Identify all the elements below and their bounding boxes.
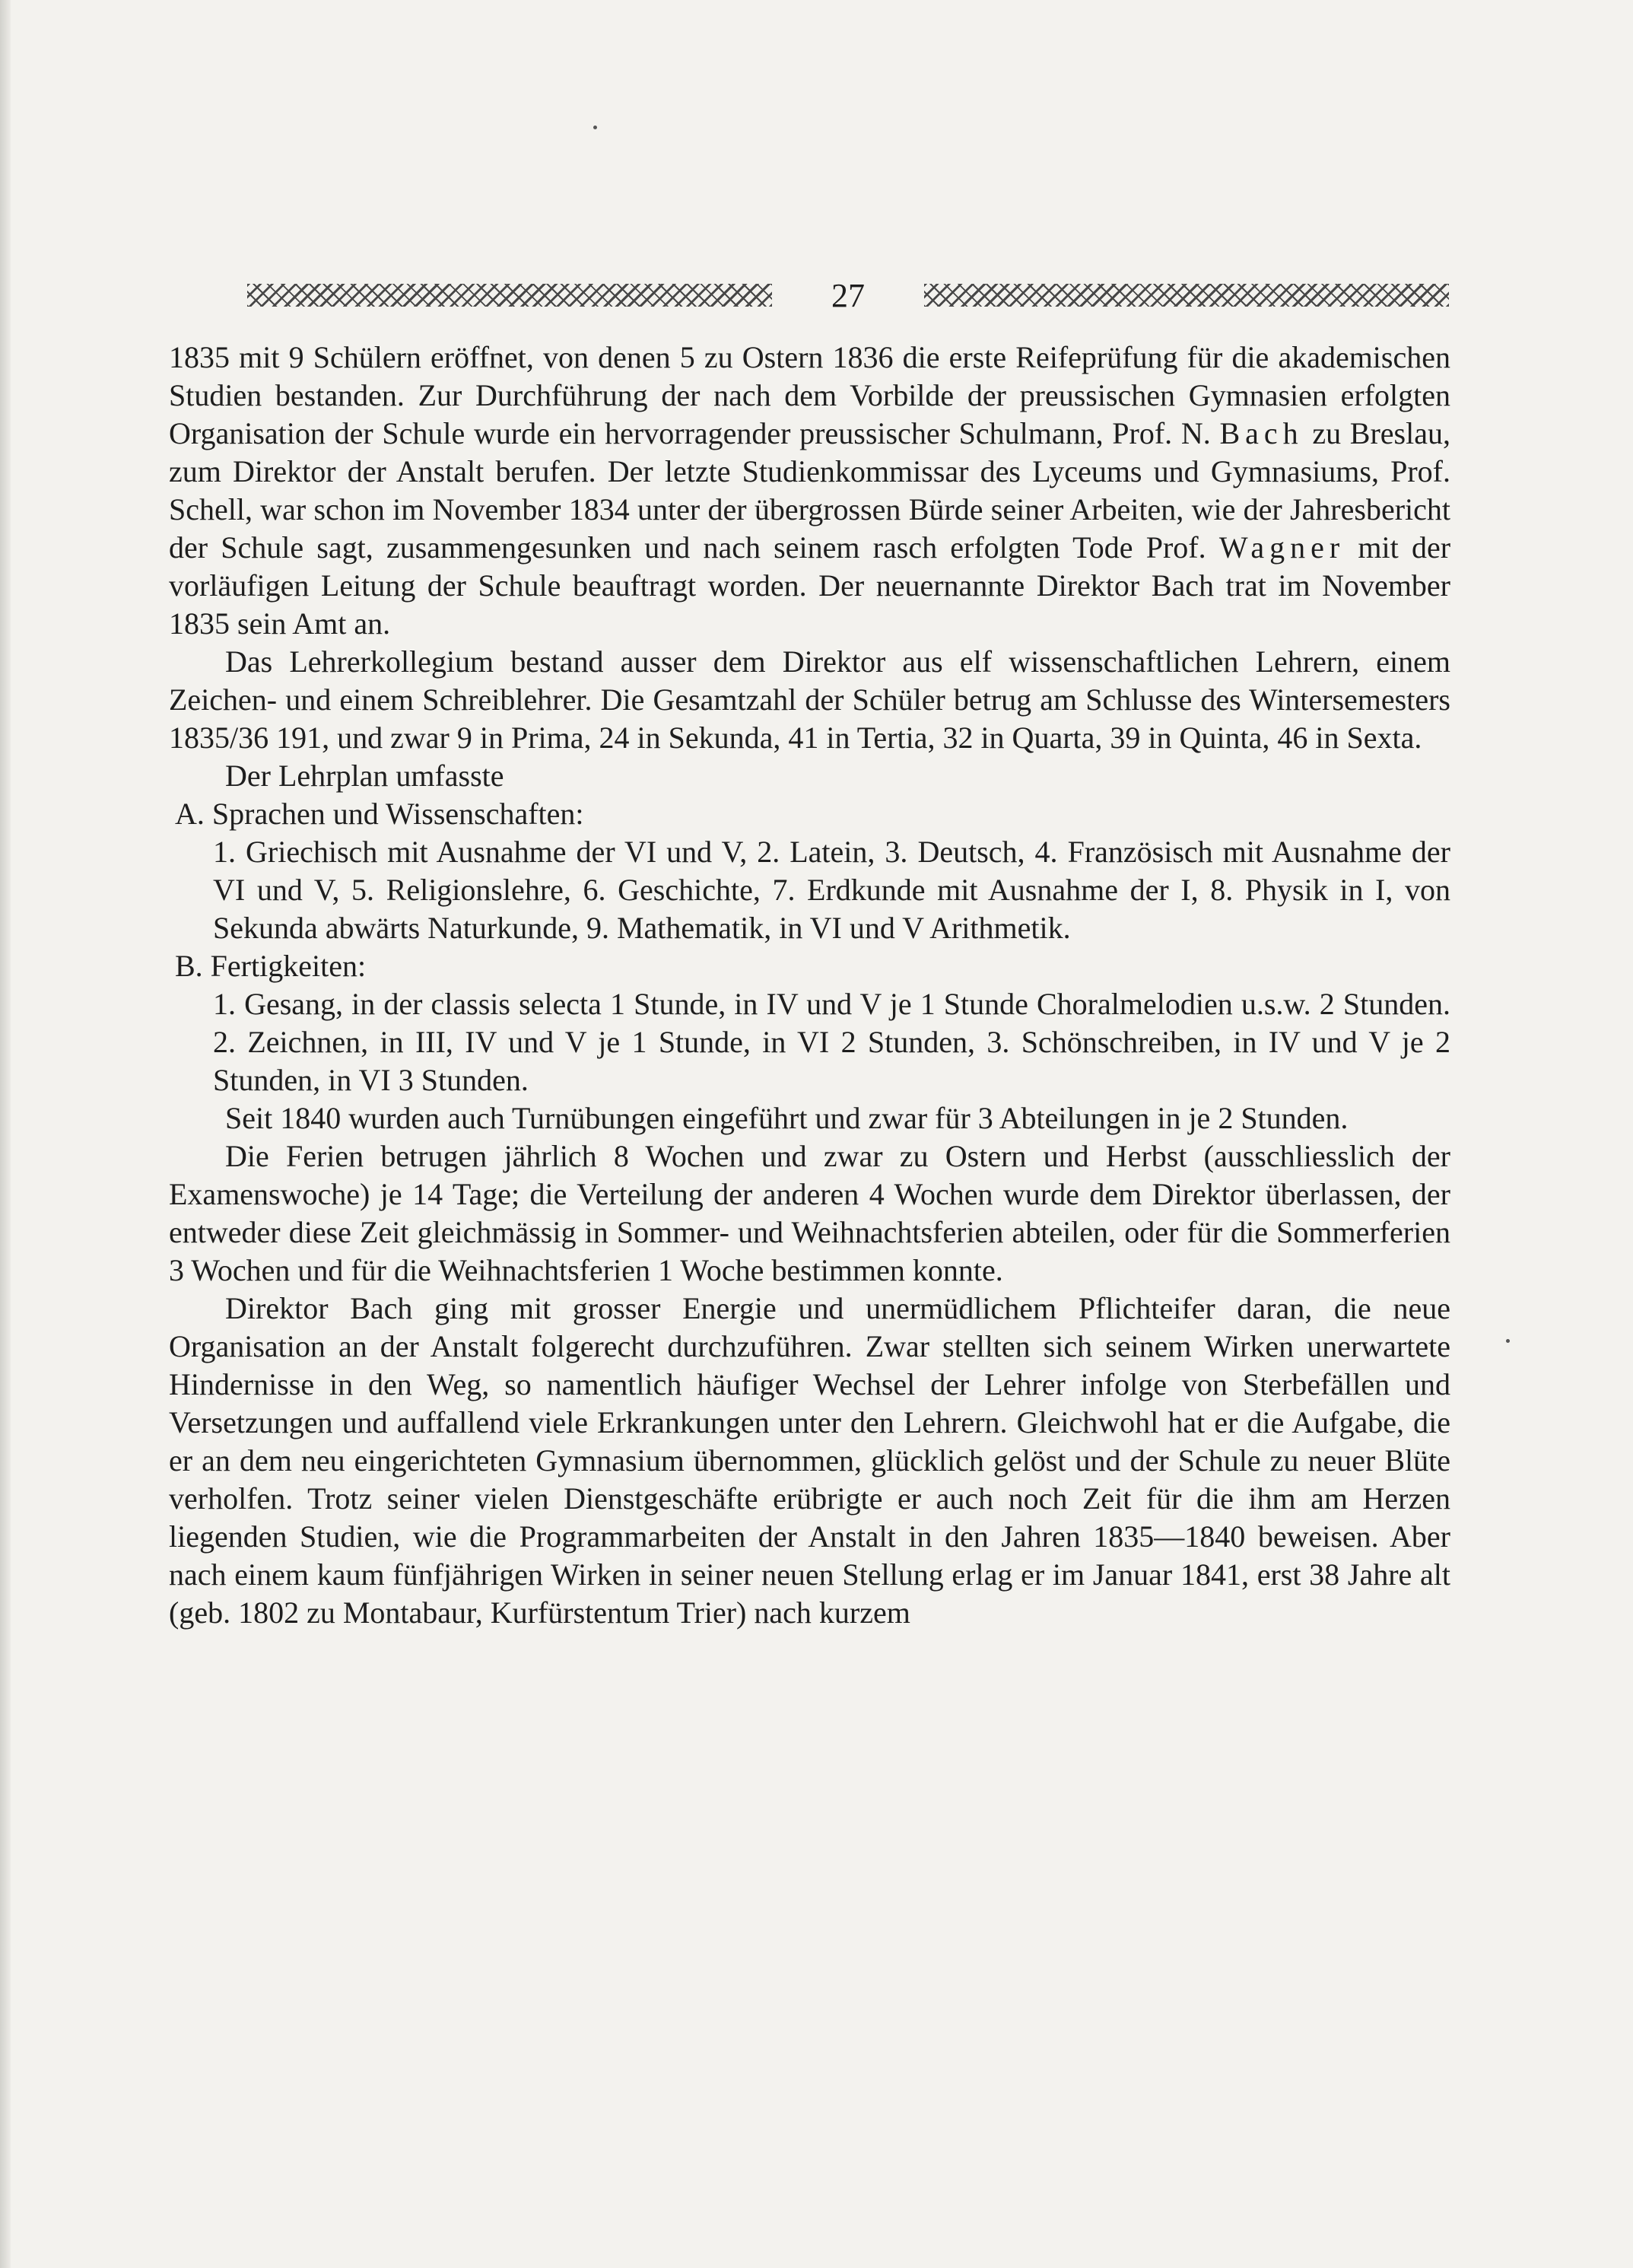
paragraph-1	[169, 339, 1450, 643]
page-header	[247, 274, 1449, 317]
paragraph-6: Direktor Bach ging mit grosser Energie und unermüdlichem Pflichteifer daran, die neue Organisation an der Anstalt folgerecht durchzuführen. Zwar stellten sich seinem Wirken unerwartete Hindernisse in den Weg, so namentlich häufiger Wechsel der Lehrer infolge von Sterbefällen und Versetzungen und auffallend viele Erkrankungen unter den Lehrern. Gleichwohl hat er die Aufgabe, die er an dem neu eingerichteten Gymnasium übernommen, glücklich gelöst und der Schule zu neuer Blüte verholfen. Trotz seiner vielen Dienstgeschäfte erübrigte er auch noch Zeit für die ihm am Herzen liegenden Studien, wie die Programmarbeiten der Anstalt in den Jahren 1835—1840 beweisen. Aber nach einem kaum fünfjährigen Wirken in seiner neuen Stellung erlag er im Januar 1841, erst 38 Jahre alt (geb. 1802 zu Montabaur, Kurfürstentum Trier) nach kurzem	[169, 1291, 1450, 1630]
paragraph-1-part-a: 1835 mit 9 Schülern eröffnet, von denen 5 zu Ostern 1836 die erste Reifeprüfung für die akademischen Studien bestanden. Zur Durchführung der nach dem Vorbilde der preussischen Gymnasien erfolgten Organisation der Schule wurde ein hervorragender preussischer Schulmann, Prof. N.	[169, 340, 1450, 450]
section-a-label: A. Sprachen und Wissenschaften:	[175, 797, 584, 831]
ink-speck	[1506, 1339, 1510, 1343]
section-b-label: B. Fertigkeiten:	[175, 949, 367, 983]
paragraph-1-part-b: zu Breslau, zum Direktor der Anstalt berufen. Der letzte Studienkommissar des Lyceums und Gymnasiums, Prof. Schell, war schon im November 1834 unter der übergrossen Bürde seiner Arbeiten, wie der Jahresbericht der Schule sagt, zusammengesunken und nach seinem rasch erfolgten Tode Prof.	[169, 416, 1450, 565]
ink-speck	[593, 126, 597, 129]
page-edge	[0, 0, 11, 2268]
paragraph-5: Die Ferien betrugen jährlich 8 Wochen und zwar zu Ostern und Herbst (ausschliesslich der Examenswoche) je 14 Tage; die Verteilung der anderen 4 Wochen wurde dem Direktor überlassen, der entweder diese Zeit gleichmässig in Sommer- und Weihnachtsferien abteilen, oder für die Sommerferien 3 Wochen und für die Weihnachtsferien 1 Woche bestimmen konnte.	[169, 1139, 1450, 1287]
paragraph-4: Seit 1840 wurden auch Turnübungen eingeführt und zwar für 3 Abteilungen in je 2 Stunden.	[225, 1101, 1349, 1135]
paragraph-2: Das Lehrerkollegium bestand ausser dem Direktor aus elf wissenschaftlichen Lehrern, einem Zeichen- und einem Schreiblehrer. Die Gesamtzahl der Schüler betrug am Schlusse des Wintersemesters 1835/36 191, und zwar 9 in Prima, 24 in Sekunda, 41 in Tertia, 32 in Quarta, 39 in Quinta, 46 in Sexta.	[169, 644, 1450, 755]
paragraph-1-part-c: mit der vorläufigen Leitung der Schule beauftragt worden. Der neuernannte Direktor Bach trat im November 1835 sein Amt an.	[169, 530, 1451, 641]
page-number: 27	[831, 276, 865, 314]
ornament-left	[247, 284, 772, 307]
section-a-text: 1. Griechisch mit Ausnahme der VI und V, 2. Latein, 3. Deutsch, 4. Französisch mit Ausnahme der VI und V, 5. Religionslehre, 6. Geschichte, 7. Erdkunde mit Ausnahme der I, 8. Physik in I, von Sekunda abwärts Naturkunde, 9. Mathematik, in VI und V Arithmetik.	[213, 835, 1450, 945]
name-wagner: Wagner	[1218, 530, 1345, 565]
section-b-text: 1. Gesang, in der classis selecta 1 Stunde, in IV und V je 1 Stunde Choralmelodien u.s.w. 2 Stunden. 2. Zeichnen, in III, IV und V je 1 Stunde, in VI 2 Stunden, 3. Schönschreiben, in IV und V je 2 Stunden, in VI 3 Stunden.	[213, 987, 1450, 1097]
body-text	[169, 339, 1450, 1632]
name-bach: Bach	[1219, 416, 1304, 450]
paragraph-3: Der Lehrplan umfasste	[225, 759, 504, 793]
ornament-right	[924, 284, 1449, 307]
